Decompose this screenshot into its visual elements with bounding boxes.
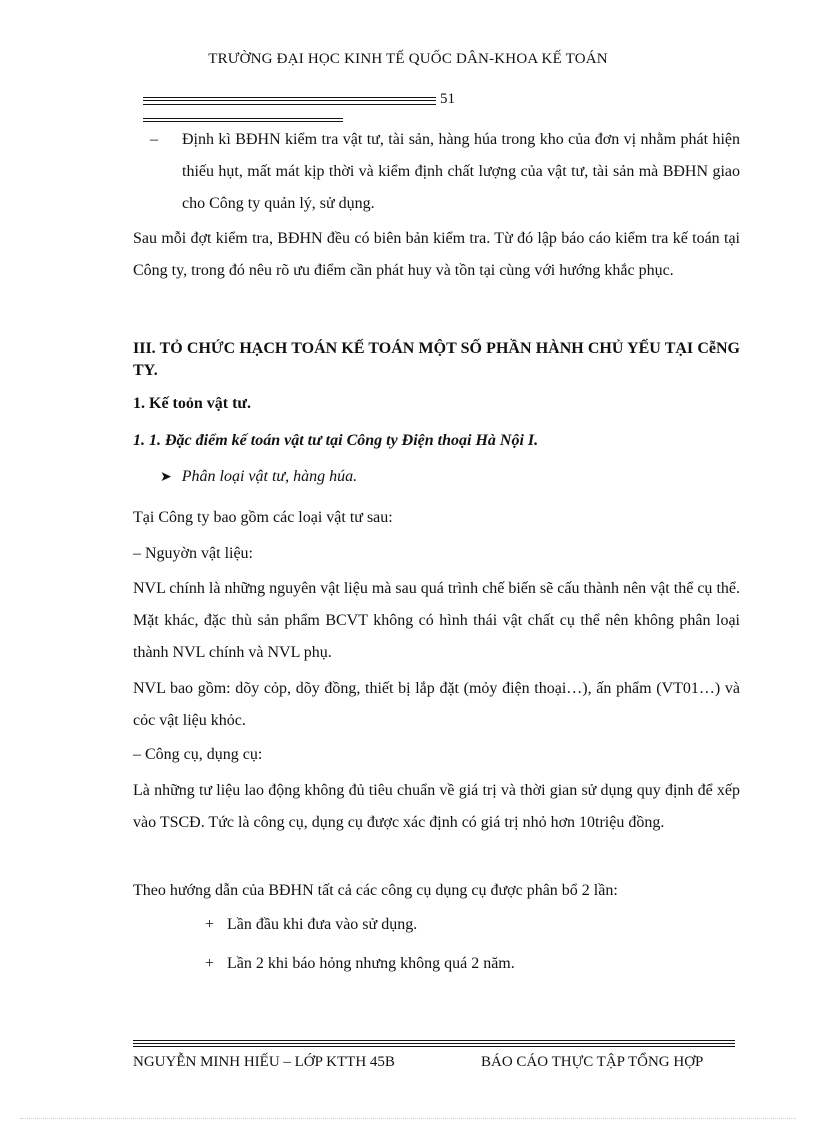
plus-list-item-label: Lần đầu khi đưa vào sử dụng.: [227, 916, 418, 933]
header-subdivider: [143, 118, 343, 119]
header-divider: [143, 97, 436, 98]
arrow-bullet-icon: ➤: [160, 470, 172, 485]
paragraph: Theo hướng dẫn của BĐHN tất cả các công cụ dụng cụ được phân bổ 2 lần:: [133, 882, 618, 899]
paragraph: Sau mỗi đợt kiểm tra, BĐHN đều có biên bản kiểm tra. Từ đó lập báo cáo kiểm tra kế toán tại Công ty, trong đó nêu rõ ưu điểm cần phát huy và tồn tại cùng với hướng khắc phục.: [133, 230, 740, 279]
page-header-title: TRƯỜNG ĐẠI HỌC KINH TẾ QUỐC DÂN-KHOA KẾ TOÁN: [208, 51, 608, 67]
plus-list-item: [205, 955, 515, 973]
paragraph: – Nguyờn vật liệu:: [133, 545, 253, 562]
section-heading: III. TỎ CHỨC HẠCH TOÁN KẾ TOÁN MỘT SỐ PHẦN HÀNH CHỦ YẾU TẠI CễNG TY.: [133, 340, 740, 379]
header-divider: [143, 100, 436, 101]
footer-divider: [133, 1046, 735, 1047]
paragraph: Tại Công ty bao gồm các loại vật tư sau:: [133, 509, 393, 526]
footer-divider: [133, 1040, 735, 1041]
arrow-list-item-label: Phân loại vật tư, hàng húa.: [181, 468, 358, 485]
paragraph: – Công cụ, dụng cụ:: [133, 746, 263, 763]
paragraph: NVL bao gồm: dõy cỏp, dõy đồng, thiết bị lắp đặt (mỏy điện thoại…), ấn phẩm (VT01…) và cỏc vật liệu khỏc.: [133, 680, 740, 729]
header-divider: [143, 104, 436, 105]
plus-list-item-label: Lần 2 khi báo hỏng nhưng không quá 2 năm.: [227, 955, 515, 972]
footer-author: NGUYỄN MINH HIẾU – LỚP KTTH 45B: [133, 1054, 395, 1070]
plus-icon: +: [205, 955, 215, 972]
arrow-list-item: [160, 468, 357, 486]
bullet-dash: –: [150, 131, 158, 148]
page-number: 51: [440, 91, 455, 107]
footer-divider: [133, 1043, 735, 1044]
paragraph: NVL chính là những nguyên vật liệu mà sau quá trình chế biến sẽ cấu thành nên vật thể cụ thể. Mặt khác, đặc thù sản phẩm BCVT không có hình thái vật chất cụ thể nên không phân loại thành NVL chính và NVL phụ.: [133, 580, 740, 661]
italic-subsection-heading: 1. 1. Đặc điểm kế toán vật tư tại Công ty Điện thoại Hà Nội I.: [133, 432, 539, 449]
header-subdivider: [143, 121, 343, 122]
bullet-paragraph: Định kì BĐHN kiểm tra vật tư, tài sản, hàng húa trong kho của đơn vị nhằm phát hiện thiếu hụt, mất mát kịp thời và kiểm định chất lượng của vật tư, tài sản mà BĐHN giao cho Công ty quản lý, sử dụng.: [182, 131, 740, 212]
footer-report-title: BÁO CÁO THỰC TẬP TỔNG HỢP: [481, 1054, 704, 1070]
sub-heading: 1. Kế toỏn vật tư.: [133, 395, 252, 412]
page-edge: [20, 1118, 796, 1119]
plus-icon: +: [205, 916, 215, 933]
paragraph: Là những tư liệu lao động không đủ tiêu chuẩn về giá trị và thời gian sử dụng quy định để xếp vào TSCĐ. Tức là công cụ, dụng cụ được xác định có giá trị nhỏ hơn 10triệu đồng.: [133, 782, 740, 831]
plus-list-item: [205, 916, 417, 934]
